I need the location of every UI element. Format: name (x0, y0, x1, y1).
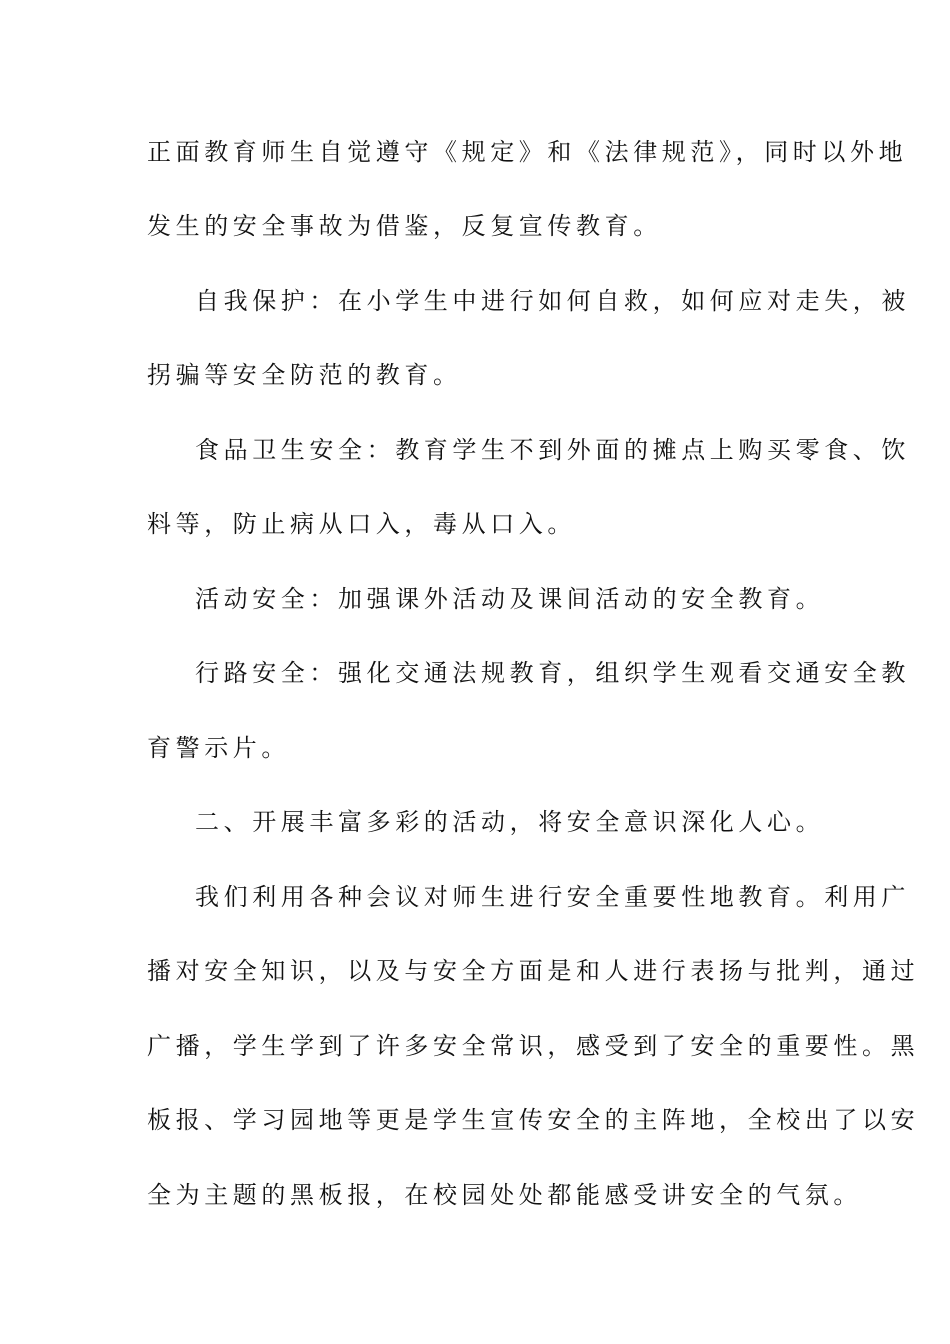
paragraph-start-line: 活动安全：加强课外活动及课间活动的安全教育。 (195, 585, 825, 613)
paragraph-start-line: 食品卫生安全：教育学生不到外面的摊点上购买零食、饮 (195, 436, 910, 464)
text-line: 广播，学生学到了许多安全常识，感受到了安全的重要性。黑 (147, 1032, 920, 1060)
text-line: 正面教育师生自觉遵守《规定》和《法律规范》，同时以外地 (147, 138, 908, 166)
text-line: 拐骗等安全防范的教育。 (147, 361, 462, 389)
text-line: 发生的安全事故为借鉴，反复宣传教育。 (147, 212, 662, 240)
text-line: 育警示片。 (147, 734, 290, 762)
text-line: 播对安全知识，以及与安全方面是和人进行表扬与批判，通过 (147, 957, 920, 985)
paragraph-start-line: 行路安全：强化交通法规教育，组织学生观看交通安全教 (195, 659, 910, 687)
text-line: 板报、学习园地等更是学生宣传安全的主阵地，全校出了以安 (147, 1106, 920, 1134)
section-heading: 二、开展丰富多彩的活动，将安全意识深化人心。 (195, 808, 825, 836)
paragraph-start-line: 自我保护：在小学生中进行如何自救，如何应对走失，被 (195, 287, 910, 315)
text-line: 全为主题的黑板报，在校园处处都能感受讲安全的气氛。 (147, 1181, 862, 1209)
paragraph-start-line: 我们利用各种会议对师生进行安全重要性地教育。利用广 (195, 883, 910, 911)
text-line: 料等，防止病从口入，毒从口入。 (147, 510, 576, 538)
